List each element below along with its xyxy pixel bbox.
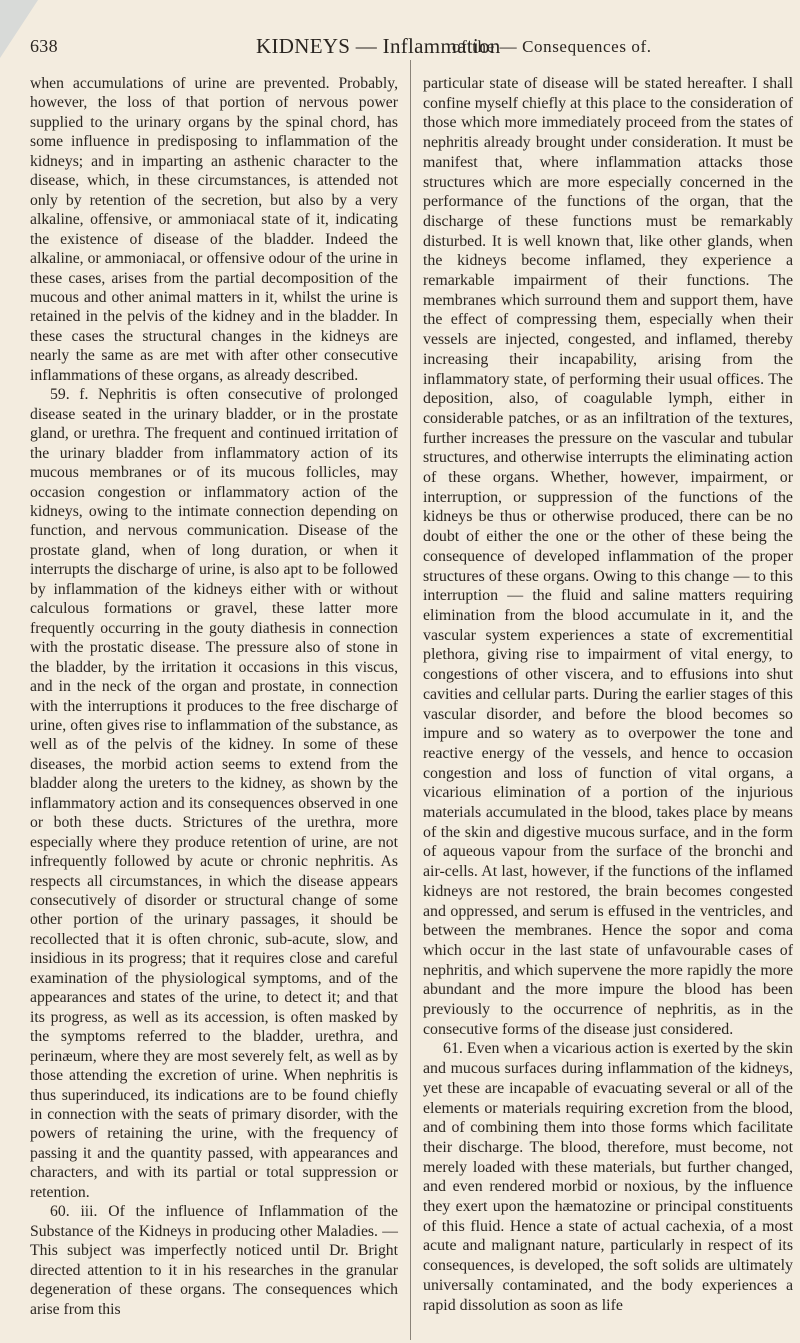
page-number: 638 xyxy=(30,36,58,56)
running-title-right: of the — Consequences of. xyxy=(452,37,652,56)
running-title-left: KIDNEYS — Inflammation xyxy=(256,34,501,58)
column-divider xyxy=(410,60,411,1340)
left-column xyxy=(30,74,398,1319)
right-column xyxy=(423,74,793,1315)
paragraph: particular state of disease will be stated hereafter. I shall confine myself chiefly at this place to the consideration of those which more immediately proceed from the states of nephritis already brought under consideration. It must be manifest that, where inflammation attacks those structures which are more especially concerned in the performance of the functions of the organ, that the discharge of these functions must be remarkably disturbed. It is well known that, like other glands, when the kidneys become inflamed, they experience a remarkable impairment of their functions. The membranes which surround them and support them, have the effect of compressing them, especially when their vessels are injected, congested, and inflamed, thereby increasing their incapability, arising from the inflammatory state, of performing their usual offices. The deposition, also, of coagulable lymph, either in considerable patches, or as an infiltration of the textures, further increases the pressure on the vascular and tubular structures, and otherwise interrupts the eliminating action of these organs. Whether, however, impairment, or interruption, or suppression of the functions of the kidneys be thus or otherwise produced, there can be no doubt of either the one or the other of these being the consequence of developed inflammation of the proper structures of these organs. Owing to this change — to this interruption — the fluid and saline matters requiring elimination from the blood accumulate in it, and the vascular system experiences a state of excrementitial plethora, giving rise to impairment of vital energy, to congestions of other viscera, and to effusions into shut cavities and cellular parts. During the earlier stages of this vascular disorder, and before the blood becomes so impure and so watery as to overpower the tone and reactive energy of the vessels, and hence to occasion congestion and loss of function of vital organs, a vicarious elimination of a portion of the injurious materials accumulated in the blood, takes place by means of the skin and digestive mucous surface, and in the form of aqueous vapour from the surface of the bronchi and air-cells. At last, however, if the functions of the inflamed kidneys are not restored, the brain becomes congested and oppressed, and serum is effused in the ventricles, and between the membranes. Hence the sopor and coma which occur in the last state of unfavourable cases of nephritis, and which supervene the more rapidly the more abundant and the more impure the blood has been previously to the occurrence of nephritis, as in the consecutive forms of the disease just considered. xyxy=(423,75,793,1038)
running-header xyxy=(30,34,780,62)
paragraph: when accumulations of urine are prevented. Probably, however, the loss of that portion of nervous power supplied to the urinary organs by the spinal chord, has some influence in predisposing to inflammation of the kidneys; and in imparting an asthenic character to the disease, which, in these circumstances, is attended not only by retention of the secretion, but also by a very alkaline, offensive, or ammoniacal state of it, indicating the existence of disease of the bladder. Indeed the alkaline, or ammoniacal, or offensive odour of the urine in these cases, arises from the partial decomposition of the mucous and other animal matters in it, whilst the urine is retained in the pelvis of the kidney and in the bladder. In these cases the structural changes in the kidneys are nearly the same as are met with after other consecutive inflammations of these organs, as already described. xyxy=(30,75,398,384)
paragraph: 60. iii. Of the influence of Inflammation of the Substance of the Kidneys in producing other Maladies. — This subject was imperfectly noticed until Dr. Bright directed attention to it in his researches in the granular degeneration of these organs. The consequences which arise from this xyxy=(30,1203,398,1318)
paragraph: 61. Even when a vicarious action is exerted by the skin and mucous surfaces during inflammation of the kidneys, yet these are incapable of evacuating several or all of the elements or materials requiring excretion from the blood, and of combining them into those forms which facilitate their discharge. The blood, therefore, must become, not merely loaded with these materials, but further changed, and even rendered morbid or noxious, by the influence they exert upon the hæmatozine or principal constituents of this fluid. Hence a state of actual cachexia, of a most acute and malignant nature, particularly in respect of its consequences, is developed, the soft solids are ultimately universally contaminated, and the body experiences a rapid dissolution as soon as life xyxy=(423,1040,793,1314)
paragraph: 59. f. Nephritis is often consecutive of prolonged disease seated in the urinary bladder, or in the prostate gland, or urethra. The frequent and continued irritation of the urinary bladder from inflammatory action of its mucous membranes or of its mucous follicles, may occasion congestion or inflammatory action of the kidneys, owing to the intimate connection depending on function, and nervous communication. Disease of the prostate gland, when of long duration, or when it interrupts the discharge of urine, is also apt to be followed by inflammation of the kidneys either with or without calculous formations or gravel, these latter more frequently occurring in the gouty diathesis in connection with the prostatic disease. The pressure also of stone in the bladder, by the irritation it occasions in this viscus, and in the neck of the organ and prostate, in connection with the interruptions it produces to the free discharge of urine, often gives rise to inflammation of the substance, as well as of the pelvis of the kidney. In some of these diseases, the morbid action seems to extend from the bladder along the ureters to the kidney, as shown by the inflammatory action and its consequences observed in one or both these ducts. Strictures of the urethra, more especially where they produce retention of urine, are not infrequently followed by acute or chronic nephritis. As respects all circumstances, in which the disease appears consecutively of disorder or structural change of some other portion of the urinary passages, it should be recollected that it is often chronic, sub-acute, slow, and insidious in its progress; that it requires close and careful examination of the physiological symptoms, and of the appearances and states of the urine, to detect it; and that its progress, as well as its accession, is often masked by the symptoms referred to the bladder, urethra, and perinæum, where they are most severely felt, as well as by those attending the excretion of urine. When nephritis is thus superinduced, its indications are to be found chiefly in connection with the seats of primary disorder, with the powers of retaining the urine, with the frequency of passing it and the quantity passed, with appearances and characters, and with its partial or total suppression or retention. xyxy=(30,386,398,1201)
